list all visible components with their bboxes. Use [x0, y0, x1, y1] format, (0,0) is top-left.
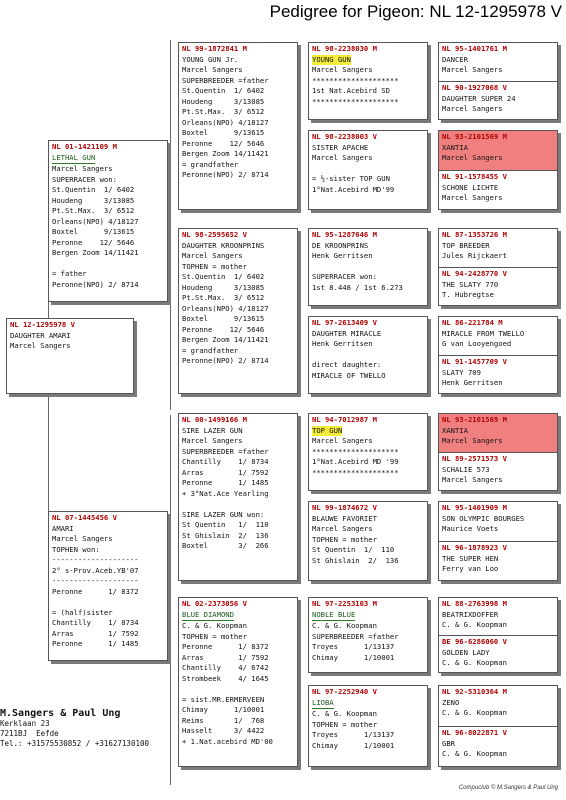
pedigree-line: ******************** — [312, 96, 399, 106]
pedigree-line: DE KROONPRINS — [312, 240, 369, 250]
breeder-contact — [0, 708, 170, 749]
pedigree-line: + 3°Nat.Ace Yearling — [182, 488, 269, 498]
pedigree-line: C. & G. Koopman — [442, 708, 507, 717]
pedigree-line: DAUGHTER KROONPRINS — [182, 240, 265, 250]
pedigree-line: Marcel Sangers — [52, 534, 113, 543]
ring-number: NL 88-2763998 M — [442, 599, 507, 608]
pedigree-line: = grandfather — [182, 159, 239, 169]
pedigree-line: Troyes 1/13137 — [312, 642, 395, 651]
breeder-name: M.Sangers & Paul Ung — [0, 708, 121, 719]
pedigree-line: TOPHEN = mother — [182, 631, 247, 641]
pedigree-line: ******************** — [312, 75, 399, 85]
ring-number: NL 93-2101569 M — [442, 132, 507, 141]
pedigree-line: Arras 1/ 7592 — [52, 628, 139, 638]
pedigree-line: -------------------- — [52, 555, 139, 564]
pedigree-line: ZENO — [442, 697, 460, 707]
pedigree-line: SUPERBREEDER =father — [312, 631, 399, 641]
pedigree-entry[interactable] — [439, 452, 557, 490]
pedigree-line: Marcel Sangers — [442, 104, 503, 113]
connector-line — [170, 40, 171, 410]
pedigree-line: Henk Gerritsen — [312, 251, 373, 260]
pedigree-line: Pt.St.Max. 3/ 6512 — [52, 206, 135, 215]
ring-number: NL 91-1457709 V — [442, 357, 507, 366]
pedigree-box-g4-5[interactable] — [438, 413, 558, 491]
pedigree-entry[interactable] — [439, 355, 557, 393]
pedigree-box-subject[interactable] — [6, 318, 134, 394]
ring-number: NL 86-221784 M — [442, 318, 503, 327]
ring-number: NL 95-1401909 M — [442, 503, 507, 512]
pedigree-line: Reims 1/ 768 — [182, 715, 265, 725]
ring-number: NL 98-2238003 V — [312, 132, 377, 141]
pedigree-line: Marcel Sangers — [442, 65, 503, 74]
pedigree-line: SUPERRACER won: — [52, 174, 117, 184]
pedigree-line: MIRACLE OF TWELLO — [312, 370, 386, 380]
pedigree-line: Marcel Sangers — [10, 341, 71, 350]
pedigree-line: GBR — [442, 738, 455, 748]
pedigree-entry[interactable] — [439, 635, 557, 672]
pedigree-line: Orleans(NPO) 4/18127 — [182, 117, 269, 127]
pedigree-line: 1st 8.448 / 1st 6.273 — [312, 282, 403, 292]
pedigree-line: = ½-sister TOP GUN — [312, 174, 390, 183]
pigeon-name: LIOBA — [312, 698, 334, 710]
pedigree-line: SON OLYMPIC BOURGES — [442, 513, 525, 523]
pedigree-line: Marcel Sangers — [182, 65, 243, 74]
pedigree-line: 1°Nat.Acebird MD'99 — [312, 184, 395, 194]
pedigree-entry[interactable] — [439, 598, 557, 635]
pedigree-line: Marcel Sangers — [442, 436, 503, 445]
pedigree-line — [312, 350, 424, 361]
pedigree-line: C. & G. Koopman — [442, 749, 507, 758]
pedigree-line: Marcel Sangers — [442, 153, 503, 162]
pedigree-line: Houdeng 3/13085 — [52, 195, 135, 205]
pedigree-line: = grandfather — [182, 345, 239, 355]
pedigree-entry[interactable] — [439, 131, 557, 170]
pedigree-line — [312, 164, 424, 175]
ring-number: NL 97-2253103 M — [312, 599, 377, 608]
pedigree-line: Peronne 1/ 8372 — [182, 642, 269, 651]
breeder-address-street: Kerklaan 23 — [0, 719, 50, 728]
ring-number: NL 00-1499166 M — [182, 415, 247, 424]
ring-number: NL 89-2571573 V — [442, 454, 507, 463]
pedigree-line: Peronne(NPO) 2/ 8714 — [182, 356, 269, 365]
pedigree-line: TOPHEN = mother — [312, 534, 377, 544]
ring-number: NL 96-8022871 V — [442, 728, 507, 737]
pedigree-line: DAUGHTER AMARI — [10, 330, 71, 340]
pedigree-line: Peronne 12/ 5646 — [182, 138, 265, 148]
pedigree-box-g4-6[interactable] — [438, 501, 558, 581]
pedigree-box-g4-7[interactable] — [438, 597, 558, 673]
pedigree-line: = sist.MR.ERMERVEEN — [182, 694, 265, 704]
pedigree-line: Chimay 1/10001 — [182, 705, 265, 714]
pigeon-name: YOUNG GUN — [312, 54, 351, 64]
pedigree-line: Chantilly 4/ 6742 — [182, 663, 269, 672]
pedigree-entry[interactable] — [439, 229, 557, 267]
pedigree-line: GOLDEN LADY — [442, 647, 490, 657]
pedigree-line — [182, 499, 294, 510]
pedigree-line: Ferry van Loo — [442, 564, 499, 573]
pedigree-line: St.Quentin 1/ 6402 — [182, 272, 265, 281]
ring-number: NL 94-7012987 M — [312, 415, 377, 424]
pedigree-box-g3-3[interactable] — [308, 228, 428, 306]
pedigree-box-dam[interactable] — [48, 511, 168, 661]
pedigree-line: SISTER APACHE — [312, 142, 369, 152]
pedigree-line: = (half)sister — [52, 607, 113, 617]
ring-number: NL 95-1287646 M — [312, 230, 377, 239]
ring-number: NL 97-2252940 V — [312, 687, 377, 696]
pedigree-entry[interactable] — [439, 726, 557, 766]
ring-number: NL 98-2595652 V — [182, 230, 247, 239]
pedigree-line: Peronne 1/ 1485 — [182, 478, 269, 487]
pedigree-box-sire[interactable] — [48, 140, 168, 302]
pedigree-line: Boxtel 9/13615 — [182, 128, 265, 137]
breeder-address-city: 7211BJ Eefde — [0, 729, 59, 738]
pedigree-entry[interactable] — [439, 414, 557, 452]
pedigree-entry[interactable] — [439, 502, 557, 541]
pedigree-line: ******************** — [312, 467, 399, 477]
ring-number: NL 97-2613409 V — [312, 318, 377, 327]
pedigree-box-g3-4[interactable] — [308, 316, 428, 394]
pedigree-line: Marcel Sangers — [182, 436, 243, 445]
ring-number: NL 02-2373056 V — [182, 599, 247, 608]
pedigree-line: direct daughter: — [312, 360, 382, 369]
pedigree-line: Boxtel 9/13615 — [182, 314, 265, 323]
pedigree-box-g4-4[interactable] — [438, 316, 558, 394]
pedigree-line: TOPHEN won: — [52, 544, 100, 554]
pedigree-line: SLATY 709 — [442, 367, 481, 377]
pedigree-line: Peronne 12/ 5646 — [182, 324, 265, 334]
pigeon-name: TOP GUN — [312, 425, 343, 435]
pedigree-line: G van Looyengoed — [442, 339, 512, 348]
pedigree-line: Marcel Sangers — [312, 65, 373, 74]
pedigree-line — [182, 684, 294, 695]
pedigree-line: Marcel Sangers — [442, 475, 503, 484]
pedigree-line: DANCER — [442, 54, 468, 64]
pedigree-line: 1°Nat.Acebird MD '99 — [312, 457, 399, 466]
connector-line — [170, 415, 171, 785]
pedigree-line: C. & G. Koopman — [442, 658, 507, 667]
pedigree-box-g3-8[interactable] — [308, 685, 428, 767]
ring-number: NL 99-1874672 V — [312, 503, 377, 512]
pedigree-line: St Ghislain 2/ 136 — [182, 530, 269, 540]
pedigree-line: 1st Nat.Acebird SD — [312, 86, 390, 95]
pedigree-line: Orleans(NPO) 4/18127 — [52, 216, 139, 226]
ring-number: NL 96-1878923 V — [442, 543, 507, 552]
pedigree-line: Boxtel 3/ 266 — [182, 541, 269, 550]
pedigree-line — [52, 597, 164, 608]
pedigree-line: C. & G. Koopman — [182, 621, 247, 630]
pedigree-line: Marcel Sangers — [52, 164, 113, 173]
pedigree-line: SUPERRACER won: — [312, 272, 377, 281]
pedigree-line: Bergen Zoom 14/11421 — [182, 149, 269, 158]
pedigree-line: Chantilly 1/ 8734 — [182, 457, 269, 466]
pigeon-name: LETHAL GUN — [52, 153, 95, 165]
pedigree-line: St.Quentin 1/ 6402 — [182, 86, 265, 95]
pedigree-line — [52, 259, 164, 270]
pedigree-line: Arras 1/ 7592 — [182, 652, 269, 662]
pedigree-line: Hasselt 3/ 4422 — [182, 726, 265, 735]
ring-number: BE 96-6286060 V — [442, 637, 507, 646]
pedigree-line: SCHALIE 573 — [442, 464, 490, 474]
ring-number: NL 07-1445456 V — [52, 513, 117, 522]
pedigree-line: MIRACLE FROM TWELLO — [442, 328, 525, 338]
pedigree-line: Pt.St.Max. 3/ 6512 — [182, 107, 265, 116]
breeder-phone: Tel.: +31575530852 / +31627130100 — [0, 739, 150, 748]
ring-number: NL 99-1872841 M — [182, 44, 247, 53]
pedigree-line: St Quentin 1/ 110 — [312, 545, 395, 554]
pedigree-line: Arras 1/ 7592 — [182, 467, 269, 477]
pedigree-line: Pt.St.Max. 3/ 6512 — [182, 293, 265, 302]
pedigree-line: Orleans(NPO) 4/18127 — [182, 303, 269, 313]
pedigree-line: Peronne(NPO) 2/ 8714 — [182, 170, 269, 179]
pedigree-entry[interactable] — [439, 43, 557, 81]
pedigree-line: ******************** — [312, 446, 399, 456]
pedigree-line: BEATRIXDOFFER — [442, 609, 499, 619]
ring-number: NL 95-1401761 M — [442, 44, 507, 53]
page-title: Pedigree for Pigeon: NL 12-1295978 V — [269, 2, 562, 21]
pedigree-line: XANTIA — [442, 425, 468, 435]
pedigree-line: SUPERBREEDER =father — [182, 446, 269, 456]
pedigree-box-dam-sire[interactable] — [178, 413, 298, 581]
pedigree-line: SCHONE LICHTE — [442, 182, 499, 192]
ring-number: NL 92-5310364 M — [442, 687, 507, 696]
pedigree-line: AMARI — [52, 523, 74, 533]
pedigree-box-g4-1[interactable] — [438, 42, 558, 120]
pedigree-box-g4-8[interactable] — [438, 685, 558, 767]
pedigree-box-g3-2[interactable] — [308, 130, 428, 210]
pedigree-box-sire-dam[interactable] — [178, 228, 298, 394]
pedigree-line: Marcel Sangers — [312, 153, 373, 162]
pedigree-line: Peronne 1/ 1485 — [52, 639, 139, 648]
pedigree-entry[interactable] — [439, 267, 557, 305]
pedigree-line: DAUGHTER SUPER 24 — [442, 93, 516, 103]
ring-number: NL 12-1295978 V — [10, 320, 75, 329]
pedigree-line: Henk Gerritsen — [312, 339, 373, 348]
pedigree-line: Henk Gerritsen — [442, 378, 503, 387]
ring-number: NL 93-2101569 M — [442, 415, 507, 424]
pedigree-line: -------------------- — [52, 576, 139, 585]
pedigree-box-g3-7[interactable] — [308, 597, 428, 673]
pigeon-name: BLUE DIAMOND — [182, 610, 234, 622]
pedigree-line: C. & G. Koopman — [312, 709, 377, 718]
pedigree-line: Bergen Zoom 14/11421 — [182, 335, 269, 344]
pedigree-line: Troyes 1/13137 — [312, 730, 395, 739]
pedigree-line: YOUNG GUN Jr. — [182, 54, 239, 64]
pedigree-entry[interactable] — [439, 170, 557, 209]
pedigree-line: Chantilly 1/ 8734 — [52, 618, 139, 627]
pedigree-line: Houdeng 3/13085 — [182, 282, 265, 292]
pedigree-line: Boxtel 9/13615 — [52, 227, 135, 236]
pedigree-line: Marcel Sangers — [312, 436, 373, 445]
pedigree-box-g3-6[interactable] — [308, 501, 428, 581]
pedigree-line: Marcel Sangers — [442, 193, 503, 202]
pedigree-line: St Ghislain 2/ 136 — [312, 555, 399, 565]
pedigree-line: Marcel Sangers — [312, 524, 373, 533]
pedigree-line: 2° s-Prov.Aceb.YB'07 — [52, 565, 139, 575]
pedigree-box-g3-5[interactable] — [308, 413, 428, 491]
pedigree-line: DAUGHTER MIRACLE — [312, 328, 382, 338]
pedigree-box-g4-2[interactable] — [438, 130, 558, 210]
pedigree-line: Bergen Zoom 14/11421 — [52, 248, 139, 257]
pedigree-line: Houdeng 3/13085 — [182, 96, 265, 106]
ring-number: NL 90-1927068 V — [442, 83, 507, 92]
pedigree-entry[interactable] — [439, 81, 557, 119]
pedigree-line: THE SLATY 770 — [442, 279, 499, 289]
pedigree-box-g3-1[interactable] — [308, 42, 428, 120]
pedigree-entry[interactable] — [439, 686, 557, 726]
pedigree-line: BLAUWE FAVORIET — [312, 513, 377, 523]
pedigree-line: St.Quentin 1/ 6402 — [52, 185, 135, 194]
ring-number: NL 91-1578455 V — [442, 172, 507, 181]
credit-line: Compuclub © M.Sangers & Paul Ung — [458, 785, 558, 791]
pedigree-box-g4-3[interactable] — [438, 228, 558, 306]
pedigree-line: Peronne(NPO) 2/ 8714 — [52, 279, 139, 289]
ring-number: NL 87-1353726 M — [442, 230, 507, 239]
pedigree-box-sire-sire[interactable] — [178, 42, 298, 210]
pedigree-box-dam-dam[interactable] — [178, 597, 298, 767]
pedigree-line: Maurice Voets — [442, 524, 499, 533]
pedigree-line: SUPERBREEDER =father — [182, 75, 269, 85]
connector-line — [48, 393, 49, 511]
pedigree-line: Chimay 1/10001 — [312, 740, 395, 750]
pedigree-line: SIRE LAZER GUN won: — [182, 509, 265, 519]
pedigree-line: Strombeek 4/ 1645 — [182, 673, 269, 683]
pedigree-line — [312, 262, 424, 273]
pedigree-entry[interactable] — [439, 541, 557, 580]
pedigree-line: C. & G. Koopman — [312, 621, 377, 630]
pedigree-line: TOPHEN = mother — [312, 719, 377, 729]
pedigree-line: THE SUPER HEN — [442, 553, 499, 563]
pedigree-line: + 1.Nat.acebird MD'00 — [182, 736, 273, 746]
pigeon-name: NOBLE BLUE — [312, 610, 355, 622]
ring-number: NL 94-2428770 V — [442, 269, 507, 278]
pedigree-line: TOPHEN = mother — [182, 261, 247, 271]
pedigree-line: Peronne 12/ 5646 — [52, 237, 135, 247]
pedigree-entry[interactable] — [439, 317, 557, 355]
pedigree-line: = father — [52, 269, 87, 278]
pedigree-line: Marcel Sangers — [182, 251, 243, 260]
pedigree-line: C. & G. Koopman — [442, 620, 507, 629]
pedigree-line: XANTIA — [442, 142, 468, 152]
pedigree-line: T. Hubregtse — [442, 290, 494, 299]
pedigree-line: St Quentin 1/ 110 — [182, 520, 269, 529]
pedigree-line: Chimay 1/10001 — [312, 652, 395, 662]
ring-number: NL 98-2238030 M — [312, 44, 377, 53]
pedigree-line: SIRE LAZER GUN — [182, 425, 243, 435]
pedigree-line: Jules Rijckaert — [442, 251, 507, 260]
ring-number: NL 01-1421109 M — [52, 142, 117, 151]
pedigree-line: Peronne 1/ 8372 — [52, 586, 139, 596]
pedigree-line: TOP BREEDER — [442, 240, 490, 250]
